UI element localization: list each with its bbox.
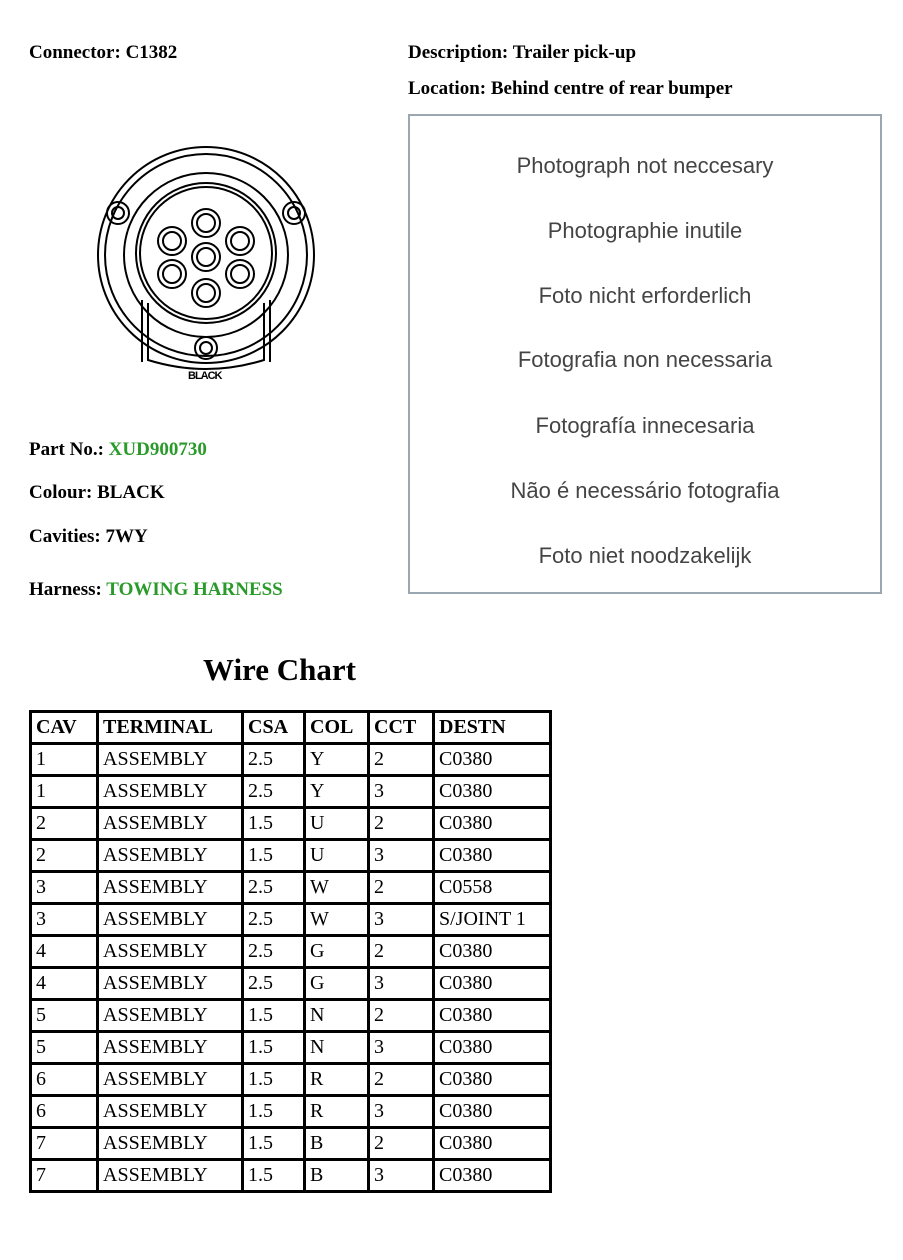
harness-label: Harness: bbox=[29, 579, 102, 600]
harness-info bbox=[29, 579, 283, 601]
cell-col: W bbox=[305, 872, 369, 904]
location-label: Location: bbox=[408, 78, 487, 99]
cell-destn: C0380 bbox=[434, 936, 551, 968]
cell-cct: 3 bbox=[369, 1160, 434, 1192]
cell-csa: 1.5 bbox=[243, 808, 305, 840]
cell-cav: 4 bbox=[31, 936, 98, 968]
table-row bbox=[31, 776, 551, 808]
cell-destn: C0380 bbox=[434, 1096, 551, 1128]
cell-cav: 7 bbox=[31, 1128, 98, 1160]
cell-cct: 3 bbox=[369, 776, 434, 808]
cell-col: W bbox=[305, 904, 369, 936]
header-cav: CAV bbox=[31, 712, 98, 744]
cell-cct: 2 bbox=[369, 1000, 434, 1032]
cell-destn: C0380 bbox=[434, 1128, 551, 1160]
cell-cav: 6 bbox=[31, 1096, 98, 1128]
header-cct: CCT bbox=[369, 712, 434, 744]
location-info bbox=[408, 78, 733, 100]
cavities-value: 7WY bbox=[105, 526, 148, 547]
cell-cav: 6 bbox=[31, 1064, 98, 1096]
table-row bbox=[31, 936, 551, 968]
photo-note-fr: Photographie inutile bbox=[547, 218, 743, 243]
cell-destn: C0380 bbox=[434, 1160, 551, 1192]
cell-col: R bbox=[305, 1096, 369, 1128]
table-row bbox=[31, 904, 551, 936]
cell-cct: 3 bbox=[369, 904, 434, 936]
cell-cav: 3 bbox=[31, 872, 98, 904]
cell-cct: 2 bbox=[369, 1128, 434, 1160]
cell-col: U bbox=[305, 840, 369, 872]
description-info bbox=[408, 42, 636, 64]
cell-terminal: ASSEMBLY bbox=[98, 1096, 243, 1128]
table-header-row bbox=[31, 712, 551, 744]
cell-cct: 2 bbox=[369, 744, 434, 776]
connector-face-icon bbox=[80, 140, 330, 400]
table-row bbox=[31, 1000, 551, 1032]
cell-destn: C0380 bbox=[434, 1064, 551, 1096]
connector-info bbox=[29, 42, 177, 64]
cell-csa: 2.5 bbox=[243, 872, 305, 904]
description-value: Trailer pick-up bbox=[512, 42, 637, 63]
harness-value: TOWING HARNESS bbox=[106, 579, 283, 600]
part-no-value: XUD900730 bbox=[108, 439, 207, 460]
cell-destn: C0380 bbox=[434, 968, 551, 1000]
location-value: Behind centre of rear bumper bbox=[490, 78, 733, 99]
cell-col: Y bbox=[305, 776, 369, 808]
cavities-label: Cavities: bbox=[29, 526, 101, 547]
part-no-label: Part No.: bbox=[29, 439, 104, 460]
photo-note-es: Fotografía innecesaria bbox=[535, 413, 755, 438]
cell-cct: 3 bbox=[369, 968, 434, 1000]
cell-col: G bbox=[305, 968, 369, 1000]
cell-col: Y bbox=[305, 744, 369, 776]
table-row bbox=[31, 1096, 551, 1128]
colour-info bbox=[29, 482, 165, 504]
cell-terminal: ASSEMBLY bbox=[98, 1064, 243, 1096]
cell-terminal: ASSEMBLY bbox=[98, 1032, 243, 1064]
table-row bbox=[31, 1160, 551, 1192]
cell-csa: 1.5 bbox=[243, 1128, 305, 1160]
cavities-info bbox=[29, 526, 148, 548]
table-row bbox=[31, 1128, 551, 1160]
cell-col: R bbox=[305, 1064, 369, 1096]
cell-destn: C0380 bbox=[434, 776, 551, 808]
cell-destn: C0380 bbox=[434, 744, 551, 776]
colour-label: Colour: bbox=[29, 482, 93, 503]
cell-terminal: ASSEMBLY bbox=[98, 744, 243, 776]
wire-chart-title: Wire Chart bbox=[203, 652, 356, 687]
cell-destn: C0380 bbox=[434, 1032, 551, 1064]
cell-cav: 2 bbox=[31, 808, 98, 840]
wire-chart-table bbox=[29, 710, 552, 1193]
connector-value: C1382 bbox=[125, 42, 178, 63]
cell-terminal: ASSEMBLY bbox=[98, 808, 243, 840]
cell-cct: 2 bbox=[369, 936, 434, 968]
photo-placeholder-box bbox=[408, 114, 882, 594]
cell-destn: C0380 bbox=[434, 840, 551, 872]
cell-destn: S/JOINT 1 bbox=[434, 904, 551, 936]
cell-terminal: ASSEMBLY bbox=[98, 936, 243, 968]
cell-cav: 2 bbox=[31, 840, 98, 872]
cell-cct: 3 bbox=[369, 1032, 434, 1064]
cell-cav: 5 bbox=[31, 1000, 98, 1032]
part-no-info bbox=[29, 439, 207, 461]
cell-col: B bbox=[305, 1160, 369, 1192]
wire-chart-body bbox=[31, 744, 551, 1192]
drawing-caption: BLACK bbox=[188, 370, 222, 382]
table-row bbox=[31, 1064, 551, 1096]
table-row bbox=[31, 840, 551, 872]
photo-note-en: Photograph not neccesary bbox=[516, 153, 774, 178]
cell-csa: 2.5 bbox=[243, 776, 305, 808]
cell-csa: 1.5 bbox=[243, 1000, 305, 1032]
cell-cav: 3 bbox=[31, 904, 98, 936]
cell-terminal: ASSEMBLY bbox=[98, 904, 243, 936]
cell-csa: 1.5 bbox=[243, 1032, 305, 1064]
cell-col: G bbox=[305, 936, 369, 968]
cell-cct: 2 bbox=[369, 872, 434, 904]
cell-csa: 1.5 bbox=[243, 1160, 305, 1192]
photo-note-pt: Não é necessário fotografia bbox=[510, 478, 780, 503]
cell-csa: 1.5 bbox=[243, 1096, 305, 1128]
cell-csa: 2.5 bbox=[243, 904, 305, 936]
photo-note-de: Foto nicht erforderlich bbox=[538, 283, 752, 308]
cell-terminal: ASSEMBLY bbox=[98, 840, 243, 872]
photo-note-nl: Foto niet noodzakelijk bbox=[538, 543, 752, 568]
cell-cct: 3 bbox=[369, 1096, 434, 1128]
header-col: COL bbox=[305, 712, 369, 744]
cell-cav: 5 bbox=[31, 1032, 98, 1064]
cell-terminal: ASSEMBLY bbox=[98, 1128, 243, 1160]
table-row bbox=[31, 1032, 551, 1064]
cell-terminal: ASSEMBLY bbox=[98, 968, 243, 1000]
table-row bbox=[31, 968, 551, 1000]
cell-terminal: ASSEMBLY bbox=[98, 872, 243, 904]
cell-destn: C0558 bbox=[434, 872, 551, 904]
cell-cct: 2 bbox=[369, 808, 434, 840]
cell-cav: 1 bbox=[31, 776, 98, 808]
header-destn: DESTN bbox=[434, 712, 551, 744]
cell-cav: 7 bbox=[31, 1160, 98, 1192]
cell-cct: 2 bbox=[369, 1064, 434, 1096]
cell-csa: 2.5 bbox=[243, 936, 305, 968]
cell-col: U bbox=[305, 808, 369, 840]
cell-destn: C0380 bbox=[434, 1000, 551, 1032]
cell-csa: 2.5 bbox=[243, 744, 305, 776]
cell-csa: 2.5 bbox=[243, 968, 305, 1000]
header-csa: CSA bbox=[243, 712, 305, 744]
cell-csa: 1.5 bbox=[243, 840, 305, 872]
colour-value: BLACK bbox=[97, 482, 165, 503]
cell-col: N bbox=[305, 1000, 369, 1032]
connector-drawing bbox=[80, 140, 330, 400]
connector-label: Connector: bbox=[29, 42, 121, 63]
cell-cav: 4 bbox=[31, 968, 98, 1000]
table-row bbox=[31, 872, 551, 904]
cell-terminal: ASSEMBLY bbox=[98, 776, 243, 808]
table-row bbox=[31, 744, 551, 776]
cell-col: B bbox=[305, 1128, 369, 1160]
cell-terminal: ASSEMBLY bbox=[98, 1000, 243, 1032]
cell-cav: 1 bbox=[31, 744, 98, 776]
table-row bbox=[31, 808, 551, 840]
header-terminal: TERMINAL bbox=[98, 712, 243, 744]
cell-cct: 3 bbox=[369, 840, 434, 872]
cell-col: N bbox=[305, 1032, 369, 1064]
photo-note-it: Fotografia non necessaria bbox=[517, 347, 773, 372]
cell-destn: C0380 bbox=[434, 808, 551, 840]
cell-csa: 1.5 bbox=[243, 1064, 305, 1096]
cell-terminal: ASSEMBLY bbox=[98, 1160, 243, 1192]
description-label: Description: bbox=[408, 42, 509, 63]
